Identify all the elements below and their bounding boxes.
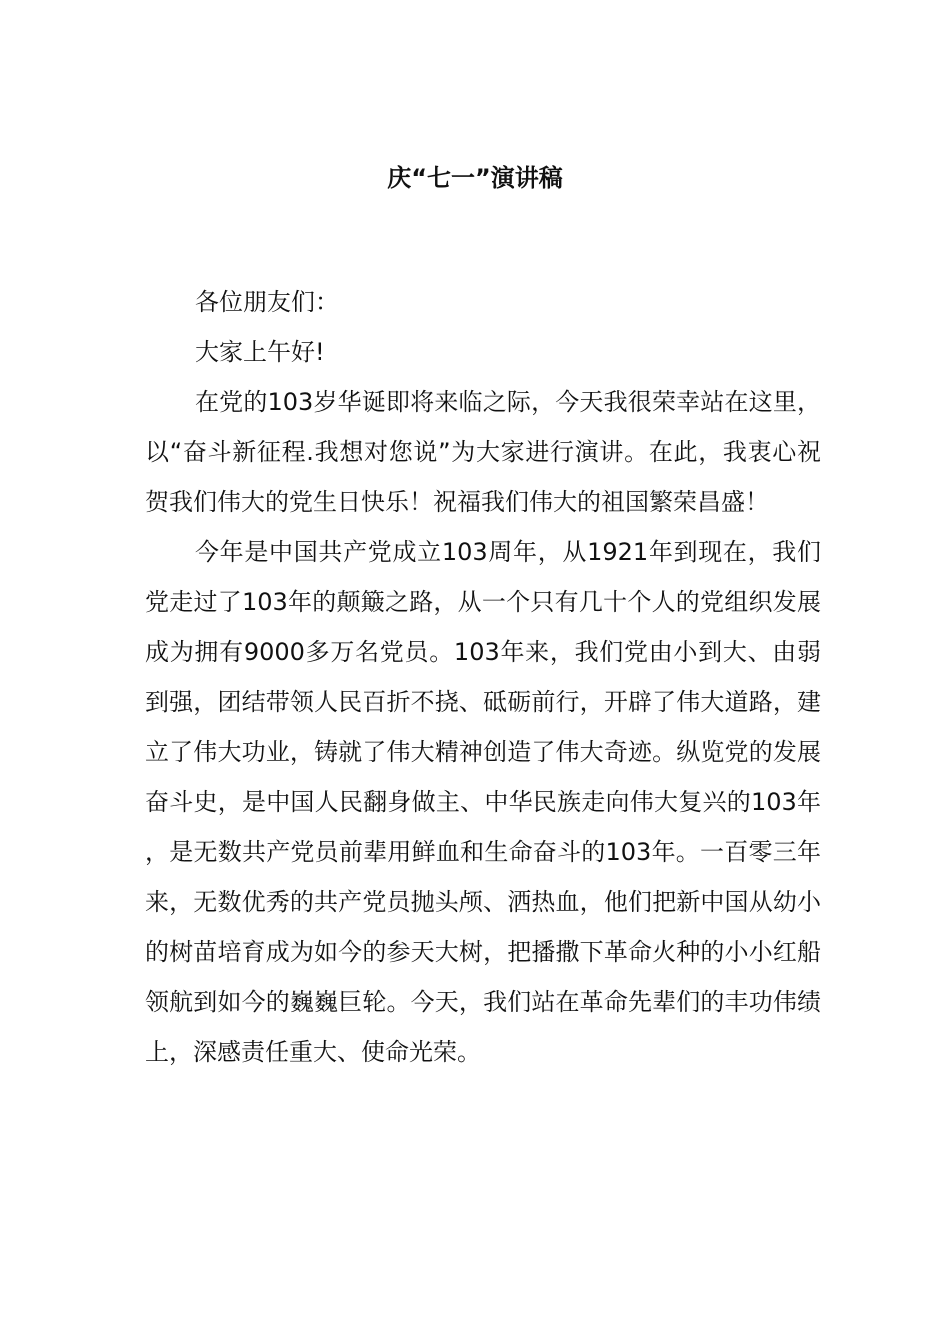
history-paragraph: 今年是中国共产党成立103周年，从1921年到现在，我们党走过了103年的颠簸之路，从一个只有几十个人的党组织发展成为拥有9000多万名党员。103年来，我们党由小到大、由弱到强，团结带领人民百折不挠、砥砺前行，开辟了伟大道路，建立了伟大功业，铸就了伟大精神创造了伟大奇迹。纵览党的发展奋斗史，是中国人民翻身做主、中华民族走向伟大复兴的103年，是无数共产党员前辈用鲜血和生命奋斗的103年。一百零三年来，无数优秀的共产党员抛头颅、洒热血，他们把新中国从幼小的树苗培育成为如今的参天大树，把播撒下革命火种的小小红船领航到如今的巍巍巨轮。今天，我们站在革命先辈们的丰功伟绩上，深感责任重大、使命光荣。 <box>145 538 821 1066</box>
document-title: 庆“七一”演讲稿 <box>387 164 563 192</box>
intro-paragraph: 在党的103岁华诞即将来临之际，今天我很荣幸站在这里，以“奋斗新征程.我想对您说”为大家进行演讲。在此，我衷心祝贺我们伟大的党生日快乐！祝福我们伟大的祖国繁荣昌盛！ <box>145 388 821 516</box>
greeting-paragraph: 大家上午好! <box>195 338 325 366</box>
salutation-paragraph: 各位朋友们： <box>195 288 339 316</box>
document-body <box>145 277 821 1077</box>
